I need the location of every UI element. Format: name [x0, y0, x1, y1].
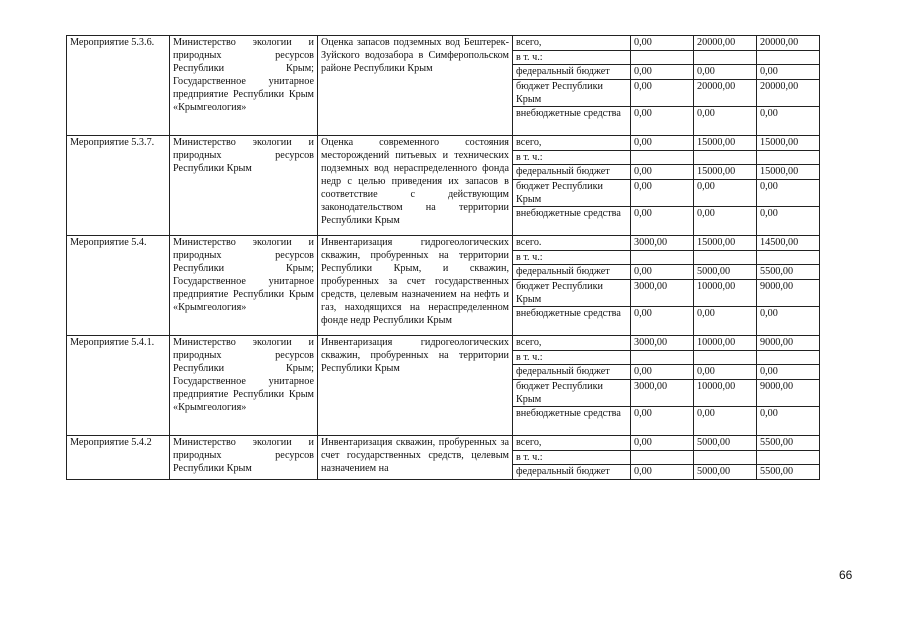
- funding-source-cell: внебюджетные средства: [513, 307, 631, 336]
- amount-cell: 15000,00: [757, 165, 820, 180]
- amount-cell: 15000,00: [694, 236, 757, 251]
- activity-cell: Мероприятие 5.3.7.: [67, 136, 170, 236]
- funding-source-cell: бюджет Республики Крым: [513, 80, 631, 107]
- executor-cell: Министерство экологии и природных ресурсов Республики Крым: [170, 436, 318, 480]
- amount-cell: 15000,00: [694, 136, 757, 151]
- funding-source-cell: федеральный бюджет: [513, 465, 631, 480]
- amount-cell: 0,00: [694, 207, 757, 236]
- amount-cell: 20000,00: [694, 80, 757, 107]
- funding-source-cell: федеральный бюджет: [513, 265, 631, 280]
- amount-cell: 9000,00: [757, 336, 820, 351]
- amount-cell: [694, 451, 757, 465]
- amount-cell: [631, 251, 694, 265]
- amount-cell: 0,00: [757, 307, 820, 336]
- amount-cell: 0,00: [694, 107, 757, 136]
- amount-cell: 0,00: [631, 265, 694, 280]
- table-row: [67, 336, 820, 351]
- funding-source-cell: внебюджетные средства: [513, 107, 631, 136]
- amount-cell: [757, 351, 820, 365]
- table-row: [67, 436, 820, 451]
- funding-source-cell: всего,: [513, 36, 631, 51]
- amount-cell: 0,00: [694, 407, 757, 436]
- funding-source-cell: бюджет Республики Крым: [513, 380, 631, 407]
- activity-cell: Мероприятие 5.4.2: [67, 436, 170, 480]
- funding-source-cell: всего,: [513, 136, 631, 151]
- funding-source-cell: в т. ч.:: [513, 151, 631, 165]
- amount-cell: 0,00: [631, 180, 694, 207]
- amount-cell: 5500,00: [757, 465, 820, 480]
- funding-source-cell: в т. ч.:: [513, 351, 631, 365]
- amount-cell: 0,00: [631, 207, 694, 236]
- funding-source-cell: в т. ч.:: [513, 51, 631, 65]
- amount-cell: 0,00: [631, 136, 694, 151]
- amount-cell: 0,00: [631, 407, 694, 436]
- funding-source-cell: всего,: [513, 436, 631, 451]
- amount-cell: [631, 451, 694, 465]
- amount-cell: 0,00: [694, 180, 757, 207]
- amount-cell: 0,00: [694, 365, 757, 380]
- funding-source-cell: внебюджетные средства: [513, 207, 631, 236]
- activity-cell: Мероприятие 5.4.: [67, 236, 170, 336]
- funding-source-cell: бюджет Республики Крым: [513, 280, 631, 307]
- amount-cell: 0,00: [631, 107, 694, 136]
- amount-cell: [694, 251, 757, 265]
- description-cell: Инвентаризация гидрогеологических скважин, пробуренных на территории Республики Крым, и скважин, пробуренных за счет государственных средств, целевым назначением на нефть и газ, находящихся на нераспределенном фонде недр Республики Крым: [318, 236, 513, 336]
- amount-cell: 0,00: [631, 436, 694, 451]
- funding-source-cell: всего.: [513, 236, 631, 251]
- amount-cell: [694, 351, 757, 365]
- amount-cell: 0,00: [631, 65, 694, 80]
- description-cell: Инвентаризация скважин, пробуренных за счет государственных средств, целевым назначением на: [318, 436, 513, 480]
- amount-cell: 0,00: [631, 307, 694, 336]
- amount-cell: [631, 51, 694, 65]
- amount-cell: [757, 251, 820, 265]
- amount-cell: [757, 151, 820, 165]
- funding-source-cell: федеральный бюджет: [513, 65, 631, 80]
- amount-cell: 0,00: [757, 407, 820, 436]
- description-cell: Оценка запасов подземных вод Бештерек-Зуйского водозабора в Симферопольском районе Республики Крым: [318, 36, 513, 136]
- amount-cell: 3000,00: [631, 280, 694, 307]
- amount-cell: 0,00: [631, 36, 694, 51]
- amount-cell: 5000,00: [694, 265, 757, 280]
- amount-cell: [631, 151, 694, 165]
- amount-cell: 0,00: [757, 180, 820, 207]
- amount-cell: 0,00: [757, 207, 820, 236]
- funding-source-cell: федеральный бюджет: [513, 165, 631, 180]
- amount-cell: 5500,00: [757, 436, 820, 451]
- amount-cell: 5000,00: [694, 465, 757, 480]
- amount-cell: 3000,00: [631, 380, 694, 407]
- funding-source-cell: бюджет Республики Крым: [513, 180, 631, 207]
- amount-cell: 5500,00: [757, 265, 820, 280]
- amount-cell: 3000,00: [631, 336, 694, 351]
- amount-cell: 20000,00: [757, 80, 820, 107]
- amount-cell: 0,00: [757, 365, 820, 380]
- amount-cell: 14500,00: [757, 236, 820, 251]
- funding-source-cell: в т. ч.:: [513, 451, 631, 465]
- table-row: [67, 136, 820, 151]
- amount-cell: [694, 51, 757, 65]
- amount-cell: 15000,00: [694, 165, 757, 180]
- budget-table-body: [67, 36, 820, 480]
- amount-cell: [694, 151, 757, 165]
- amount-cell: 0,00: [631, 365, 694, 380]
- amount-cell: 10000,00: [694, 336, 757, 351]
- executor-cell: Министерство экологии и природных ресурсов Республики Крым; Государственное унитарное предприятие Республики Крым «Крымгеология»: [170, 36, 318, 136]
- amount-cell: 5000,00: [694, 436, 757, 451]
- amount-cell: 0,00: [694, 65, 757, 80]
- amount-cell: 9000,00: [757, 280, 820, 307]
- amount-cell: [757, 51, 820, 65]
- funding-source-cell: федеральный бюджет: [513, 365, 631, 380]
- amount-cell: 3000,00: [631, 236, 694, 251]
- activity-cell: Мероприятие 5.3.6.: [67, 36, 170, 136]
- amount-cell: 0,00: [631, 465, 694, 480]
- description-cell: Оценка современного состояния месторождений питьевых и технических подземных вод нераспределенного фонда недр с целью приведения их запасов в соответствие с действующим законодательством на территории Республики Крым: [318, 136, 513, 236]
- amount-cell: 0,00: [757, 107, 820, 136]
- amount-cell: 15000,00: [757, 136, 820, 151]
- funding-source-cell: внебюджетные средства: [513, 407, 631, 436]
- amount-cell: [757, 451, 820, 465]
- amount-cell: 0,00: [631, 80, 694, 107]
- table-row: [67, 36, 820, 51]
- activity-cell: Мероприятие 5.4.1.: [67, 336, 170, 436]
- executor-cell: Министерство экологии и природных ресурсов Республики Крым: [170, 136, 318, 236]
- amount-cell: 10000,00: [694, 280, 757, 307]
- description-cell: Инвентаризация гидрогеологических скважин, пробуренных на территории Республики Крым: [318, 336, 513, 436]
- amount-cell: 0,00: [631, 165, 694, 180]
- executor-cell: Министерство экологии и природных ресурсов Республики Крым; Государственное унитарное предприятие Республики Крым «Крымгеология»: [170, 236, 318, 336]
- amount-cell: 10000,00: [694, 380, 757, 407]
- amount-cell: 20000,00: [757, 36, 820, 51]
- amount-cell: [631, 351, 694, 365]
- page-number: 66: [839, 568, 853, 582]
- funding-source-cell: всего,: [513, 336, 631, 351]
- table-row: [67, 236, 820, 251]
- amount-cell: 20000,00: [694, 36, 757, 51]
- budget-table: [66, 35, 820, 480]
- amount-cell: 0,00: [757, 65, 820, 80]
- amount-cell: 0,00: [694, 307, 757, 336]
- amount-cell: 9000,00: [757, 380, 820, 407]
- executor-cell: Министерство экологии и природных ресурсов Республики Крым; Государственное унитарное предприятие Республики Крым «Крымгеология»: [170, 336, 318, 436]
- funding-source-cell: в т. ч.:: [513, 251, 631, 265]
